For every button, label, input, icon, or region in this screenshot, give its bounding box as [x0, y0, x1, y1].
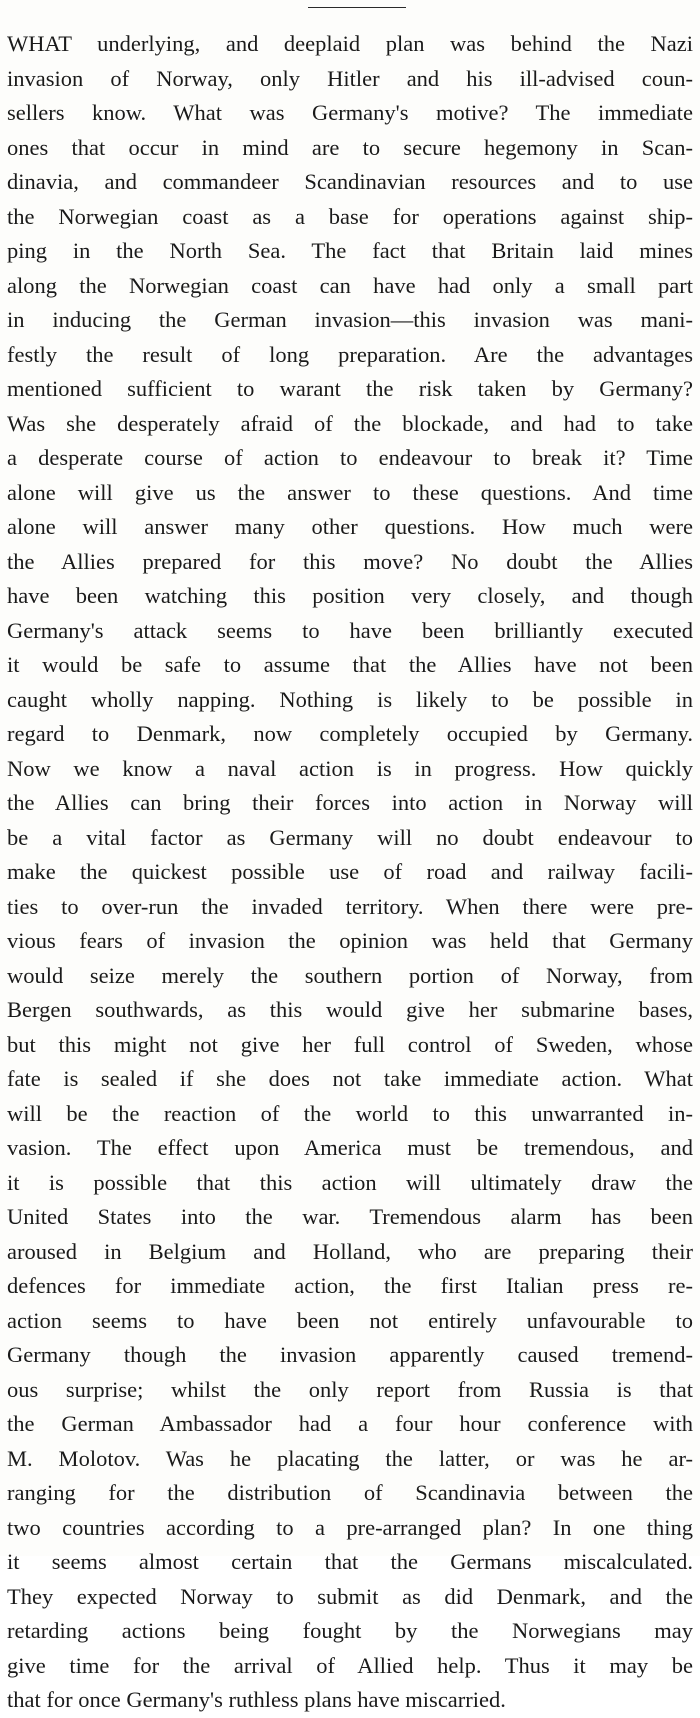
text-line: Germany's attack seems to have been brilliantly executed [7, 617, 693, 643]
article-body [7, 27, 693, 1718]
text-line: ranging for the distribution of Scandinavia between the [7, 1480, 693, 1505]
text-line: it is possible that this action will ultimately draw the [7, 1169, 693, 1195]
text-line: it seems almost certain that the Germans miscalculated. [7, 1549, 693, 1574]
text-line: dinavia, and commandeer Scandinavian resources and to use [7, 169, 693, 194]
text-line: action seems to have been not entirely unfavourable to [7, 1307, 693, 1333]
text-line: have been watching this position very closely, and though [7, 583, 693, 608]
text-line: festly the result of long preparation. Are the advantages [7, 341, 693, 367]
text-line: ous surprise; whilst the only report from Russia is that [7, 1376, 693, 1402]
text-line: retarding actions being fought by the Norwegians may [7, 1618, 693, 1643]
text-line: that for once Germany's ruthless plans have miscarried. [7, 1687, 506, 1712]
text-line: They expected Norway to submit as did Denmark, and the [7, 1583, 693, 1609]
text-line: ties to over-run the invaded territory. When there were pre- [7, 893, 693, 919]
text-line: a desperate course of action to endeavour to break it? Time [7, 445, 693, 470]
text-line: the Allies can bring their forces into action in Norway will [7, 790, 693, 815]
text-line: Bergen southwards, as this would give her submarine bases, [7, 997, 693, 1022]
text-line: the Allies prepared for this move? No doubt the Allies [7, 548, 693, 574]
text-line: regard to Denmark, now completely occupied by Germany. [7, 721, 693, 746]
text-line: caught wholly napping. Nothing is likely to be possible in [7, 686, 693, 712]
text-line: invasion of Norway, only Hitler and his ill-advised coun- [7, 65, 693, 91]
text-line: would seize merely the southern portion of Norway, from [7, 962, 693, 988]
text-line: ping in the North Sea. The fact that Britain laid mines [7, 238, 693, 263]
text-line: Now we know a naval action is in progress. How quickly [7, 755, 693, 781]
text-line: two countries according to a pre-arranged plan? In one thing [7, 1514, 693, 1540]
text-line: sellers know. What was Germany's motive? The immediate [7, 100, 693, 125]
text-line: mentioned sufficient to warant the risk taken by Germany? [7, 376, 693, 401]
text-line: the Norwegian coast as a base for operations against ship- [7, 203, 693, 229]
text-line: vasion. The effect upon America must be tremendous, and [7, 1135, 693, 1160]
top-rule-divider [308, 7, 406, 8]
text-line: vious fears of invasion the opinion was held that Germany [7, 928, 693, 953]
text-line: aroused in Belgium and Holland, who are preparing their [7, 1238, 693, 1264]
text-line: M. Molotov. Was he placating the latter, or was he ar- [7, 1445, 693, 1471]
text-line: make the quickest possible use of road and railway facili- [7, 859, 693, 884]
text-line: United States into the war. Tremendous alarm has been [7, 1204, 693, 1229]
text-line: alone will answer many other questions. How much were [7, 514, 693, 539]
text-line: it would be safe to assume that the Allies have not been [7, 652, 693, 677]
text-line: Was she desperately afraid of the blockade, and had to take [7, 410, 693, 436]
text-line: in inducing the German invasion—this invasion was mani- [7, 307, 693, 332]
text-line: be a vital factor as Germany will no doubt endeavour to [7, 824, 693, 850]
text-line: defences for immediate action, the first Italian press re- [7, 1273, 693, 1298]
text-line: Germany though the invasion apparently caused tremend- [7, 1342, 693, 1367]
text-line: the German Ambassador had a four hour conference with [7, 1411, 693, 1436]
text-line: WHAT underlying, and deeplaid plan was behind the Nazi [7, 31, 693, 56]
text-line: fate is sealed if she does not take immediate action. What [7, 1066, 693, 1091]
text-line: along the Norwegian coast can have had only a small part [7, 272, 693, 298]
text-line: but this might not give her full control of Sweden, whose [7, 1031, 693, 1057]
text-line: alone will give us the answer to these questions. And time [7, 479, 693, 505]
text-line: will be the reaction of the world to this unwarranted in- [7, 1100, 693, 1126]
text-line: ones that occur in mind are to secure hegemony in Scan- [7, 134, 693, 160]
text-line: give time for the arrival of Allied help. Thus it may be [7, 1652, 693, 1678]
